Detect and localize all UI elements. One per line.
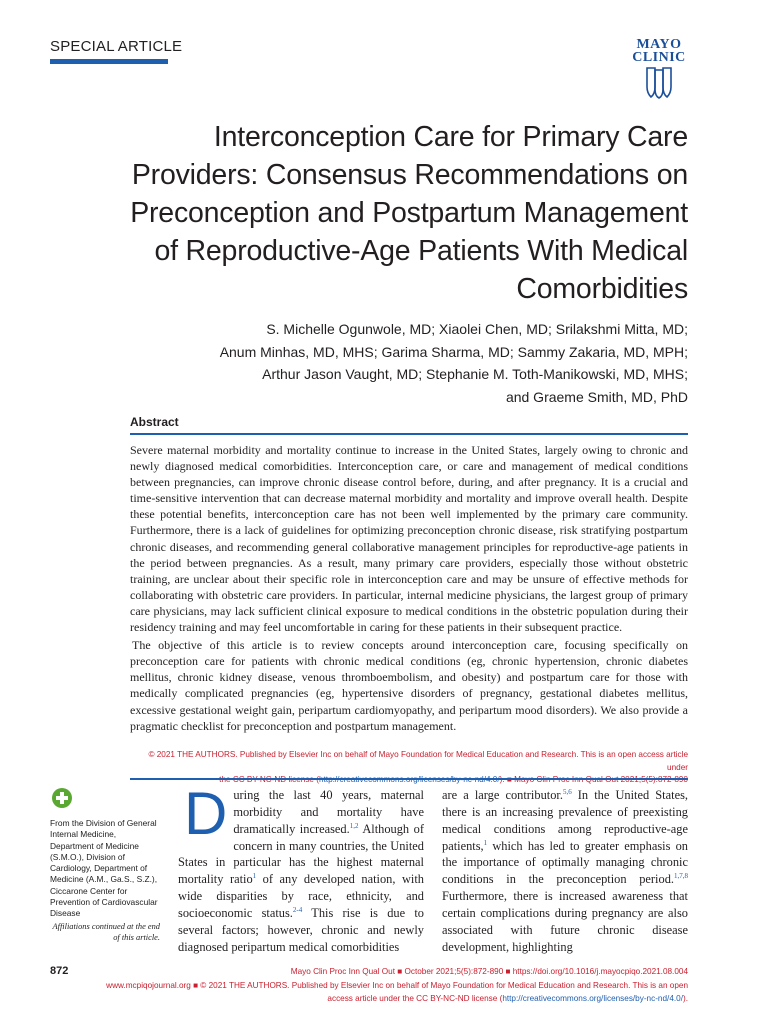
affiliation-note: From the Division of General Internal Medicine, Department of Medicine (S.M.O.), Division of Cardiology, Department of Medicine (A.M., Ga.S., S.Z.), Ciccarone Center for Prevention of Cardiovascular Disease — [50, 818, 158, 919]
body-text: Furthermore, there is increased awareness that certain complications during pregnancy are also associated with future chronic disease development, highlighting — [442, 889, 688, 954]
abstract-heading: Abstract — [130, 415, 179, 429]
section-label: SPECIAL ARTICLE — [50, 38, 183, 55]
abstract-rule — [130, 433, 688, 435]
copyright-line-1: © 2021 THE AUTHORS. Published by Elsevier Inc on behalf of Mayo Foundation for Medical Education and Research. This is an open access article under — [148, 750, 688, 772]
page-footer — [48, 965, 688, 1006]
body-text: In the United States, there is an increasing prevalence of preexisting medical conditions among reproductive-age patients, — [442, 788, 688, 853]
author-line: and Graeme Smith, MD, PhD — [505, 388, 688, 405]
body-column-right — [442, 787, 688, 955]
footer-citation-line: Mayo Clin Proc Inn Qual Out ■ October 2021;5(5):872-890 ■ https://doi.org/10.1016/j.mayocpiqo.2021.08.004 — [290, 967, 688, 976]
author-list — [128, 318, 688, 408]
reference-link[interactable]: 5,6 — [562, 787, 572, 796]
footer-journal-line: www.mcpiqojournal.org ■ © 2021 THE AUTHORS. Published by Elsevier Inc on behalf of Mayo Foundation for Medical Education and Research. This is an open — [106, 980, 688, 990]
author-line: Anum Minhas, MD, MHS; Garima Sharma, MD; Sammy Zakaria, MD, MPH; — [219, 343, 688, 360]
reference-link[interactable]: 1,2 — [349, 821, 359, 830]
reference-link[interactable]: 1,7,8 — [674, 872, 688, 881]
footer-license-end: ). — [682, 994, 688, 1003]
body-column-left — [178, 780, 424, 955]
footer-license-line — [48, 992, 688, 1006]
body-text: of any developed nation, with wide disparities by race, ethnicity, and socioeconomic status. — [178, 872, 424, 920]
footer-license-text: access article under the CC BY-NC-ND license ( — [327, 994, 503, 1003]
body-text: Although of concern in many countries, the United States in particular has the highest maternal mortality ratio — [178, 821, 424, 887]
body-text: are a large contributor. — [442, 788, 563, 802]
abstract-paragraph-1: Severe maternal morbidity and mortality continue to increase in the United States, largely owing to chronic and newly diagnosed medical comorbidities. Interconception care, or care and management of medical conditions between pregnancies, can improve chronic disease control before, during, and after pregnancy. It is a crucial and time-sensitive intervention that can decrease maternal morbidity and mortality and improve overall health. Despite these potential benefits, interconception care has not been well implemented by the primary care community. Furthermore, there is a lack of guidelines for optimizing preconception chronic disease, risk stratifying postpartum chronic diseases, and recommending general collaborative management principles for reproductive-age patients in the period between pregnancies. As a result, many primary care providers, especially those without obstetric training, are unclear about their specific role in interconception care and may be unsure of effective methods for collaborating with obstetric care providers. In particular, internal medicine physicians, the largest group of primary care physicians, may lack sufficient clinical exposure to medical conditions in the obstetric population during their residency training and may feel uncomfortable in caring for these patients in their subsequent practice. — [130, 443, 688, 635]
logo-text-line2: CLINIC — [632, 50, 686, 65]
logo-text-line1: MAYO — [636, 37, 682, 52]
reference-link[interactable]: 2-4 — [292, 905, 303, 914]
author-line: Arthur Jason Vaught, MD; Stephanie M. Toth-Manikowski, MD, MHS; — [262, 366, 688, 382]
body-paragraph — [178, 780, 424, 955]
page-number: 872 — [50, 965, 69, 977]
body-text: which has led to greater emphasis on the importance of optimally managing chronic conditions in the preconception period. — [442, 838, 688, 887]
footer-license-link[interactable]: http://creativecommons.org/licenses/by-nc-nd/4.0/ — [502, 994, 683, 1003]
reference-link[interactable]: 1 — [252, 872, 257, 881]
section-rule — [50, 59, 168, 64]
body-paragraph — [442, 787, 688, 955]
drop-cap: D — [184, 780, 228, 847]
abstract-body — [130, 442, 688, 734]
author-line: S. Michelle Ogunwole, MD; Xiaolei Chen, MD; Srilakshmi Mitta, MD; — [266, 321, 688, 337]
mayo-clinic-logo — [628, 38, 690, 102]
affiliation-continued-note: Affiliations continued at the end of this article. — [52, 922, 160, 943]
open-access-plus-icon[interactable] — [52, 788, 72, 808]
body-text: uring the last 40 years, maternal morbidity and mortality have dramatically increased. — [233, 788, 424, 836]
abstract-paragraph-2: The objective of this article is to review concepts around interconception care, focusing specifically on preconception care for patients with chronic medical conditions (eg, chronic hypertension, chronic diabetes mellitus, chronic kidney disease, venous thromboembolism, and obesity) and postpartum care for those with medically complicated pregnancies (eg, hypertensive disorders of pregnancy, gestational diabetes mellitus, excessive gestational weight gain, peripartum cardiomyopathy, and peripartum mood disorders). We also provide a pragmatic checklist for preconception and postpartum management. — [130, 638, 688, 733]
article-title: Interconception Care for Primary Care Providers: Consensus Recommendations on Preconception and Postpartum Management of Reproductive-Age Patients With Medical Comorbidities — [130, 121, 688, 305]
shield-icon — [646, 67, 672, 99]
body-text: This rise is due to several factors; however, chronic and newly diagnosed peripartum medical comorbidities — [178, 905, 424, 954]
reference-link[interactable]: 1 — [483, 838, 488, 847]
